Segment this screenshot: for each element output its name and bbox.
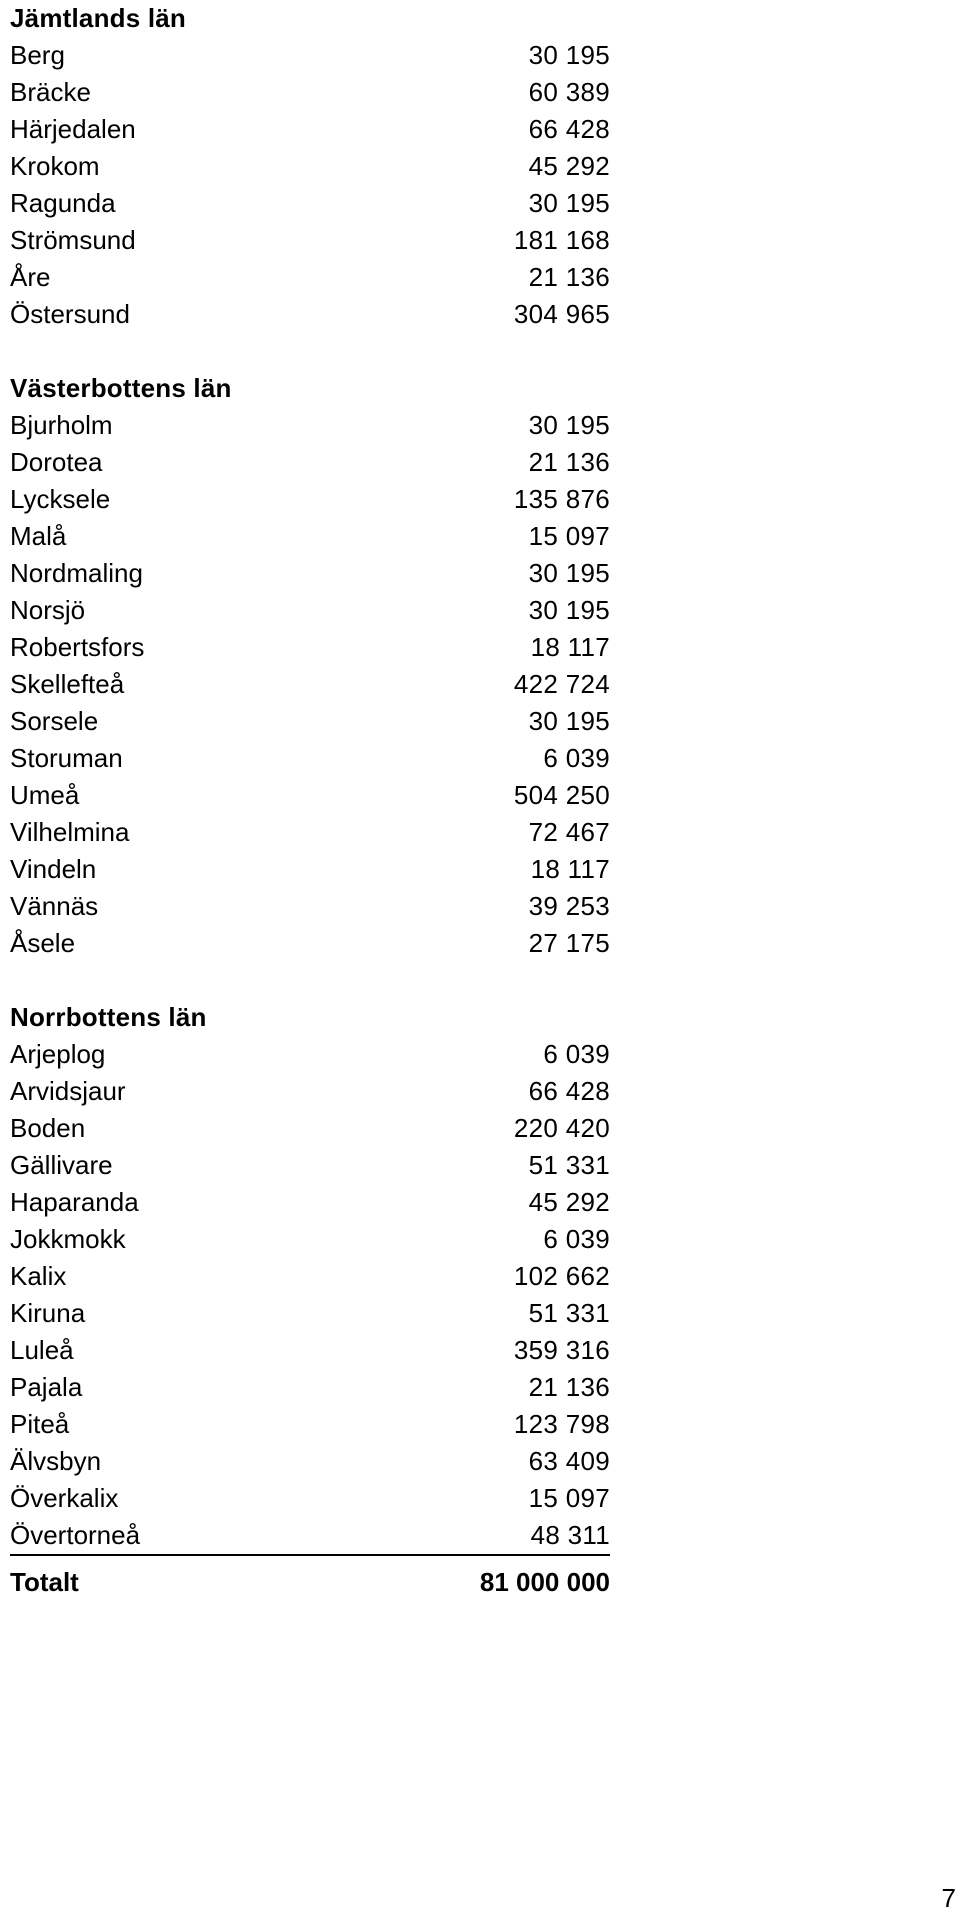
municipality-name: Sorsele [10,706,99,736]
table-row [10,1295,610,1332]
municipality-name: Östersund [10,299,130,329]
table-row [10,925,610,962]
table-row [10,703,610,740]
table-row [10,851,610,888]
municipality-amount: 51 331 [528,1150,610,1180]
table-row [10,592,610,629]
total-label: Totalt [10,1567,79,1597]
municipality-name: Dorotea [10,447,103,477]
table-row [10,222,610,259]
table-row [10,888,610,925]
table-row [10,185,610,222]
table-row [10,481,610,518]
county-title: Jämtlands län [10,3,186,33]
table-row [10,296,610,333]
municipality-name: Lycksele [10,484,111,514]
municipality-name: Kalix [10,1261,67,1291]
municipality-amount: 6 039 [543,1224,610,1254]
page-number: 7 [941,1883,956,1913]
municipality-name: Vilhelmina [10,817,130,847]
county-section-norrbotten [10,999,610,1554]
municipality-name: Åre [10,262,51,292]
municipality-amount: 51 331 [528,1298,610,1328]
municipality-amount: 63 409 [528,1446,610,1476]
municipality-amount: 30 195 [528,706,610,736]
municipality-amount: 6 039 [543,743,610,773]
municipality-amount: 15 097 [528,521,610,551]
municipality-name: Arvidsjaur [10,1076,126,1106]
municipality-name: Övertorneå [10,1520,141,1550]
table-row [10,1036,610,1073]
municipality-name: Boden [10,1113,86,1143]
table-row [10,555,610,592]
total-amount: 81 000 000 [479,1567,610,1597]
table-row [10,1147,610,1184]
municipality-amount: 30 195 [528,558,610,588]
municipality-amount: 15 097 [528,1483,610,1513]
municipality-amount: 60 389 [528,77,610,107]
municipality-amount: 181 168 [513,225,610,255]
table-row [10,444,610,481]
table-row [10,74,610,111]
municipality-amount: 102 662 [513,1261,610,1291]
table-row [10,1517,610,1554]
municipality-name: Gällivare [10,1150,113,1180]
municipality-amount: 21 136 [528,1372,610,1402]
municipality-amount: 39 253 [528,891,610,921]
municipality-name: Berg [10,40,65,70]
municipality-name: Strömsund [10,225,136,255]
municipality-name: Härjedalen [10,114,136,144]
municipality-amount: 30 195 [528,188,610,218]
municipality-amount: 135 876 [513,484,610,514]
municipality-name: Älvsbyn [10,1446,102,1476]
municipality-name: Luleå [10,1335,74,1365]
municipality-name: Jokkmokk [10,1224,126,1254]
table-row [10,259,610,296]
table-row [10,1369,610,1406]
municipality-name: Nordmaling [10,558,143,588]
municipality-amount: 21 136 [528,447,610,477]
municipality-name: Piteå [10,1409,70,1439]
table-row [10,1332,610,1369]
municipality-name: Arjeplog [10,1039,106,1069]
municipality-name: Haparanda [10,1187,139,1217]
municipality-name: Umeå [10,780,80,810]
table-row [10,1480,610,1517]
municipality-amount: 123 798 [513,1409,610,1439]
table-row [10,37,610,74]
municipality-amount: 72 467 [528,817,610,847]
municipality-name: Bräcke [10,77,91,107]
table-row [10,1073,610,1110]
municipality-amount: 504 250 [513,780,610,810]
county-title: Norrbottens län [10,1002,207,1032]
table-row [10,1443,610,1480]
municipality-name: Vindeln [10,854,97,884]
municipality-amount: 18 117 [530,632,610,662]
table-row [10,1110,610,1147]
municipality-amount: 30 195 [528,595,610,625]
municipality-name: Skellefteå [10,669,125,699]
municipality-amount: 30 195 [528,40,610,70]
table-row [10,1221,610,1258]
municipality-name: Vännäs [10,891,99,921]
county-section-vasterbotten [10,370,610,962]
municipality-name: Pajala [10,1372,83,1402]
municipality-amount: 30 195 [528,410,610,440]
municipality-amount: 66 428 [528,1076,610,1106]
county-section-jamtland [10,0,610,333]
municipality-amount: 18 117 [530,854,610,884]
municipality-amount: 45 292 [528,151,610,181]
municipality-name: Storuman [10,743,123,773]
total-row [10,1564,610,1600]
municipality-amount: 304 965 [513,299,610,329]
table-row [10,148,610,185]
municipality-name: Malå [10,521,67,551]
table-row [10,666,610,703]
municipality-amount: 27 175 [528,928,610,958]
table-row [10,740,610,777]
municipality-name: Robertsfors [10,632,145,662]
municipality-amount: 220 420 [513,1113,610,1143]
municipality-amount: 66 428 [528,114,610,144]
municipality-amount: 45 292 [528,1187,610,1217]
table-row [10,814,610,851]
table-row [10,1258,610,1295]
municipality-name: Krokom [10,151,100,181]
municipality-amount: 359 316 [513,1335,610,1365]
table-row [10,407,610,444]
municipality-amount: 48 311 [530,1520,610,1550]
municipality-name: Norsjö [10,595,86,625]
municipality-name: Kiruna [10,1298,86,1328]
table-row [10,518,610,555]
municipality-name: Bjurholm [10,410,113,440]
county-title: Västerbottens län [10,373,232,403]
municipality-amount: 422 724 [513,669,610,699]
municipality-name: Överkalix [10,1483,119,1513]
table-row [10,777,610,814]
allocation-table [10,0,610,1600]
table-row [10,629,610,666]
total-divider [10,1554,610,1556]
municipality-name: Ragunda [10,188,116,218]
table-row [10,1406,610,1443]
municipality-name: Åsele [10,928,76,958]
table-row [10,1184,610,1221]
municipality-amount: 6 039 [543,1039,610,1069]
table-row [10,111,610,148]
municipality-amount: 21 136 [528,262,610,292]
